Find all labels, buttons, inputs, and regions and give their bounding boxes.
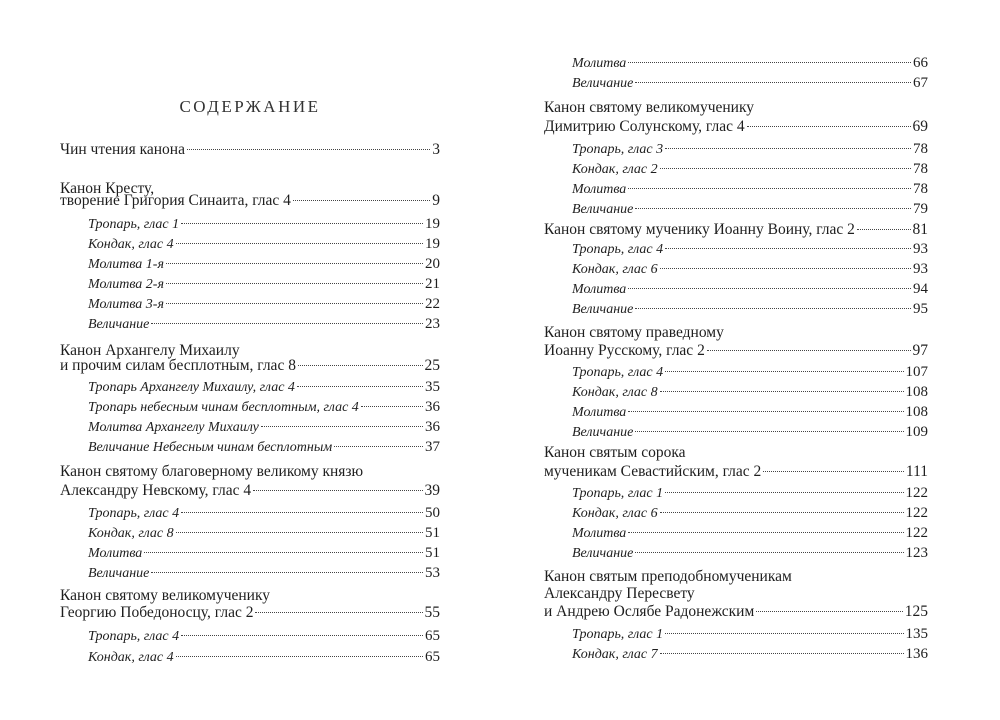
- toc-page-number: 66: [913, 55, 928, 71]
- toc-page-number: 51: [425, 525, 440, 541]
- dot-leader: [261, 426, 423, 427]
- toc-subentry: [60, 563, 440, 583]
- toc-entry-title: Величание: [88, 317, 150, 332]
- toc-entry-title: Величание: [572, 76, 634, 91]
- dot-leader: [660, 391, 904, 392]
- toc-page-number: 109: [905, 424, 928, 440]
- dot-leader: [660, 653, 904, 654]
- dot-leader: [628, 188, 911, 189]
- toc-subentry: [60, 437, 440, 457]
- toc-entry-title: Канон святому мученику Иоанну Воину, глас 2: [544, 221, 855, 238]
- toc-heading: [544, 117, 928, 137]
- toc-heading: [544, 323, 928, 343]
- toc-entry-title: Иоанну Русскому, глас 2: [544, 342, 705, 359]
- toc-page-number: 21: [425, 276, 440, 292]
- toc-page-number: 25: [424, 357, 440, 374]
- toc-entry-title: Молитва Архангелу Михаилу: [88, 420, 259, 435]
- toc-page-number: 51: [425, 545, 440, 561]
- toc-subentry: [544, 402, 928, 422]
- toc-page-number: 107: [905, 364, 928, 380]
- toc-heading: [544, 584, 928, 604]
- dot-leader: [665, 371, 903, 372]
- toc-entry-title: Тропарь Архангелу Михаилу, глас 4: [88, 380, 295, 395]
- dot-leader: [635, 208, 911, 209]
- dot-leader: [181, 223, 423, 224]
- toc-page-number: 65: [425, 628, 440, 644]
- toc-heading: [544, 98, 928, 118]
- toc-entry-title: Тропарь, глас 4: [572, 365, 664, 380]
- toc-page-number: 125: [904, 603, 928, 620]
- dot-leader: [151, 323, 423, 324]
- toc-entry-title: Кондак, глас 2: [572, 162, 658, 177]
- dot-leader: [660, 268, 911, 269]
- toc-subentry: [544, 53, 928, 73]
- dot-leader: [628, 288, 911, 289]
- toc-entry-title: Кондак, глас 8: [88, 526, 174, 541]
- toc-entry-title: Кондак, глас 6: [572, 262, 658, 277]
- dot-leader: [635, 431, 903, 432]
- toc-entry-title: Тропарь, глас 4: [88, 506, 180, 521]
- dot-leader: [628, 532, 903, 533]
- dot-leader: [857, 229, 911, 230]
- toc-entry-title: Молитва: [572, 282, 627, 297]
- toc-heading: [544, 341, 928, 361]
- toc-entry-title: Молитва: [572, 526, 627, 541]
- toc-entry-title: мученикам Севастийским, глас 2: [544, 463, 762, 480]
- dot-leader: [176, 532, 423, 533]
- toc-entry-title: Канон святым сорока: [544, 444, 686, 461]
- toc-page-number: 93: [913, 241, 928, 257]
- toc-subentry: [544, 279, 928, 299]
- toc-page-number: 123: [905, 545, 928, 561]
- toc-entry-title: Молитва: [572, 56, 627, 71]
- toc-entry-title: Молитва: [572, 405, 627, 420]
- toc-heading: [544, 220, 928, 240]
- dot-leader: [665, 492, 903, 493]
- toc-entry-title: Канон Кресту,: [60, 180, 155, 197]
- toc-page-number: 35: [425, 379, 440, 395]
- toc-subentry: [60, 417, 440, 437]
- toc-page-number: 108: [905, 384, 928, 400]
- toc-page-number: 19: [425, 216, 440, 232]
- toc-page-number: 39: [424, 482, 440, 499]
- toc-page-number: 36: [425, 419, 440, 435]
- toc-entry-title: Величание: [572, 202, 634, 217]
- toc-page-number: 9: [432, 192, 440, 209]
- toc-page-number: 93: [913, 261, 928, 277]
- toc-subentry: [544, 73, 928, 93]
- dot-leader: [181, 512, 423, 513]
- dot-leader: [166, 283, 423, 284]
- toc-subentry: [544, 299, 928, 319]
- toc-page-number: 122: [905, 485, 928, 501]
- toc-page-number: 97: [912, 342, 928, 359]
- dot-leader: [298, 365, 423, 366]
- toc-page-number: 78: [913, 141, 928, 157]
- toc-entry-title: Канон святому великомученику: [60, 587, 271, 604]
- toc-page-number: 108: [905, 404, 928, 420]
- dot-leader: [628, 62, 911, 63]
- toc-entry-title: Александру Невскому, глас 4: [60, 482, 252, 499]
- toc-entry-title: Величание: [88, 566, 150, 581]
- toc-entry-title: Молитва 2-я: [88, 277, 164, 292]
- toc-heading: [60, 356, 440, 376]
- toc-entry-title: Георгию Победоносцу, глас 2: [60, 604, 254, 621]
- toc-page-number: 36: [425, 399, 440, 415]
- toc-entry-title: Канон святому праведному: [544, 324, 724, 341]
- dot-leader: [635, 552, 903, 553]
- toc-entry-title: Молитва 1-я: [88, 257, 164, 272]
- toc-subentry: [60, 234, 440, 254]
- toc-subentry: [544, 139, 928, 159]
- toc-page-number: 111: [905, 463, 928, 480]
- toc-heading: [60, 481, 440, 501]
- dot-leader: [151, 572, 423, 573]
- toc-page-number: 23: [425, 316, 440, 332]
- toc-entry-title: Кондак, глас 4: [88, 650, 174, 665]
- toc-subentry: [60, 543, 440, 563]
- toc-entry-title: Кондак, глас 8: [572, 385, 658, 400]
- toc-entry-title: Величание: [572, 546, 634, 561]
- dot-leader: [665, 248, 911, 249]
- toc-subentry: [60, 647, 440, 667]
- dot-leader: [660, 512, 904, 513]
- toc-entry-title: Димитрию Солунскому, глас 4: [544, 118, 745, 135]
- toc-subentry: [544, 239, 928, 259]
- toc-heading: [60, 191, 440, 211]
- toc-heading: [544, 462, 928, 482]
- toc-entry-title: Канон святому великомученику: [544, 99, 755, 116]
- toc-subentry: [544, 503, 928, 523]
- toc-subentry: [60, 523, 440, 543]
- toc-page-number: 78: [913, 181, 928, 197]
- dot-leader: [635, 308, 911, 309]
- toc-entry-title: Кондак, глас 7: [572, 647, 658, 662]
- toc-page-number: 94: [913, 281, 928, 297]
- toc-entry-title: и Андрею Ослябе Радонежским: [544, 603, 755, 620]
- toc-subentry: [544, 179, 928, 199]
- toc-entry-title: Молитва: [88, 546, 143, 561]
- toc-heading: [60, 140, 440, 160]
- toc-subentry: [544, 624, 928, 644]
- toc-page-number: 79: [913, 201, 928, 217]
- toc-entry-title: Тропарь небесным чинам бесплотным, глас 4: [88, 400, 359, 415]
- dot-leader: [660, 168, 911, 169]
- toc-subentry: [544, 644, 928, 664]
- dot-leader: [176, 243, 423, 244]
- toc-subentry: [60, 397, 440, 417]
- toc-subentry: [60, 503, 440, 523]
- toc-entry-title: Тропарь, глас 1: [572, 627, 664, 642]
- dot-leader: [628, 411, 903, 412]
- toc-subentry: [544, 543, 928, 563]
- toc-heading: [60, 462, 440, 482]
- toc-page-number: 20: [425, 256, 440, 272]
- toc-entry-title: Тропарь, глас 3: [572, 142, 664, 157]
- toc-page-number: 95: [913, 301, 928, 317]
- toc-entry-title: Канон Архангелу Михаилу: [60, 342, 240, 359]
- toc-entry-title: и прочим силам бесплотным, глас 8: [60, 357, 296, 374]
- dot-leader: [144, 552, 423, 553]
- toc-subentry: [544, 199, 928, 219]
- toc-page-number: 136: [905, 646, 928, 662]
- dot-leader: [297, 386, 423, 387]
- dot-leader: [166, 263, 423, 264]
- dot-leader: [255, 612, 422, 613]
- toc-entry-title: Величание Небесным чинам бесплотным: [88, 440, 333, 455]
- dot-leader: [763, 471, 904, 472]
- dot-leader: [665, 633, 903, 634]
- toc-page-number: 19: [425, 236, 440, 252]
- toc-page-number: 55: [424, 604, 440, 621]
- dot-leader: [176, 656, 423, 657]
- toc-subentry: [60, 214, 440, 234]
- toc-subentry: [60, 626, 440, 646]
- toc-subentry: [60, 254, 440, 274]
- toc-page-number: 122: [905, 525, 928, 541]
- dot-leader: [293, 200, 430, 201]
- toc-entry-title: Канон святым преподобномученикам: [544, 568, 792, 585]
- toc-subentry: [60, 377, 440, 397]
- toc-entry-title: Чин чтения канона: [60, 141, 185, 158]
- dot-leader: [334, 446, 423, 447]
- toc-page-number: 135: [905, 626, 928, 642]
- dot-leader: [747, 126, 911, 127]
- toc-entry-title: Тропарь, глас 4: [88, 629, 180, 644]
- toc-subentry: [544, 483, 928, 503]
- toc-entry-title: Тропарь, глас 1: [572, 486, 664, 501]
- toc-heading: [60, 603, 440, 623]
- toc-entry-title: Молитва: [572, 182, 627, 197]
- toc-subentry: [60, 294, 440, 314]
- toc-entry-title: Величание: [572, 425, 634, 440]
- dot-leader: [187, 149, 430, 150]
- toc-heading: [544, 443, 928, 463]
- toc-page-number: 22: [425, 296, 440, 312]
- toc-page-number: 53: [425, 565, 440, 581]
- toc-entry-title: Молитва 3-я: [88, 297, 164, 312]
- toc-subentry: [544, 259, 928, 279]
- toc-page-number: 50: [425, 505, 440, 521]
- toc-page-number: 37: [425, 439, 440, 455]
- toc-entry-title: Величание: [572, 302, 634, 317]
- toc-subentry: [544, 523, 928, 543]
- toc-entry-title: Тропарь, глас 4: [572, 242, 664, 257]
- dot-leader: [756, 611, 902, 612]
- toc-heading: [544, 602, 928, 622]
- toc-subentry: [544, 159, 928, 179]
- toc-page-number: 81: [912, 221, 928, 238]
- toc-subentry: [60, 314, 440, 334]
- dot-leader: [253, 490, 422, 491]
- dot-leader: [361, 406, 423, 407]
- dot-leader: [707, 350, 911, 351]
- toc-subentry: [544, 422, 928, 442]
- page-title: СОДЕРЖАНИЕ: [179, 97, 321, 116]
- toc-entry-title: творение Григория Синаита, глас 4: [60, 192, 291, 209]
- toc-page-number: 65: [425, 649, 440, 665]
- toc-entry-title: Кондак, глас 4: [88, 237, 174, 252]
- toc-subentry: [60, 274, 440, 294]
- toc-entry-title: Тропарь, глас 1: [88, 217, 180, 232]
- dot-leader: [181, 635, 423, 636]
- toc-page-number: 78: [913, 161, 928, 177]
- toc-entry-title: Кондак, глас 6: [572, 506, 658, 521]
- toc-page-number: 122: [905, 505, 928, 521]
- dot-leader: [166, 303, 423, 304]
- toc-entry-title: Канон святому благоверному великому князю: [60, 463, 364, 480]
- toc-page-number: 67: [913, 75, 928, 91]
- dot-leader: [665, 148, 911, 149]
- toc-subentry: [544, 362, 928, 382]
- toc-entry-title: Александру Пересвету: [544, 585, 695, 602]
- toc-page-number: 3: [432, 141, 440, 158]
- dot-leader: [635, 82, 911, 83]
- toc-page-number: 69: [912, 118, 928, 135]
- toc-subentry: [544, 382, 928, 402]
